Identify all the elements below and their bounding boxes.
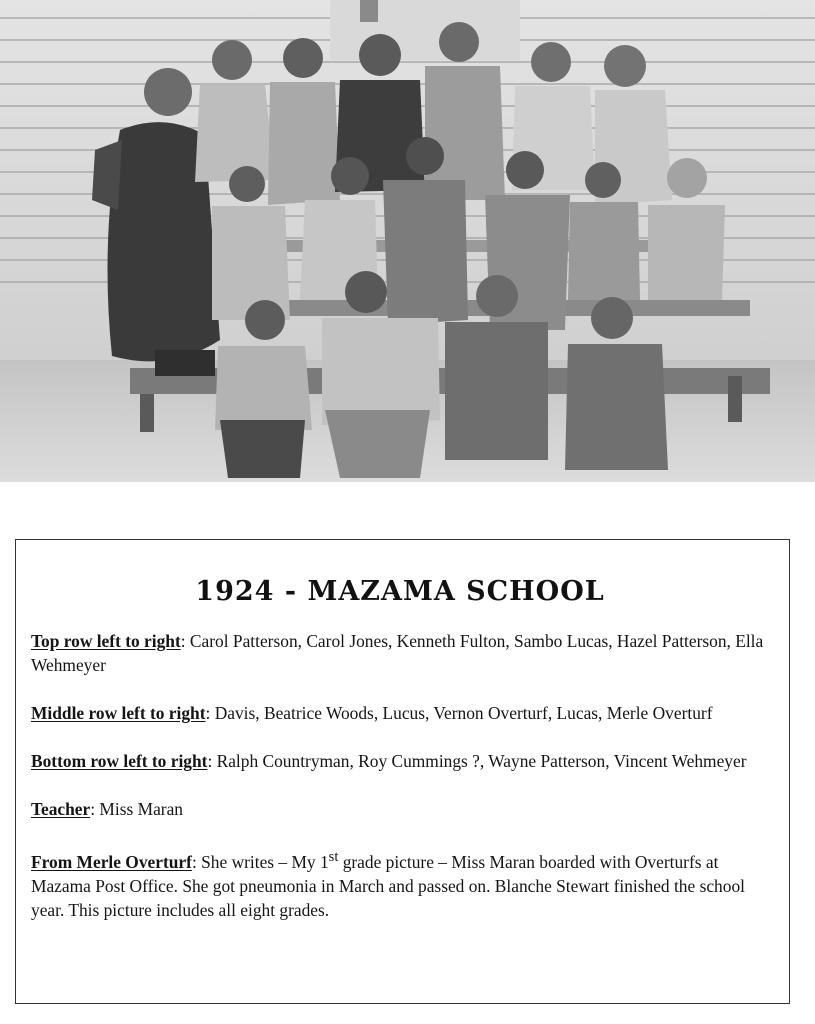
class-photo bbox=[0, 0, 815, 482]
top-row-label: Top row left to right bbox=[31, 631, 181, 651]
top-row-names: : Carol Patterson, Carol Jones, Kenneth Fulton, Sambo Lucas, Hazel Patterson, Ella Wehmeyer bbox=[31, 631, 764, 675]
top-row-caption bbox=[31, 629, 769, 677]
page-title: 1924 - MAZAMA SCHOOL bbox=[195, 576, 605, 607]
bottom-row-label: Bottom row left to right bbox=[31, 751, 208, 771]
middle-row-names: : Davis, Beatrice Woods, Lucus, Vernon Overturf, Lucas, Merle Overturf bbox=[205, 703, 713, 723]
note-text-before: : She writes – My 1 bbox=[191, 851, 329, 872]
bottom-row-names: : Ralph Countryman, Roy Cummings ?, Wayne Patterson, Vincent Wehmeyer bbox=[207, 751, 747, 771]
note-superscript: st bbox=[328, 849, 339, 865]
note-text-after: grade picture – Miss Maran boarded with Overturfs at Mazama Post Office. She got pneumonia in March and passed on. Blanche Stewart finished the school year. This picture includes all eight grades. bbox=[31, 851, 745, 920]
teacher-label: Teacher bbox=[31, 799, 91, 819]
caption-box bbox=[15, 539, 790, 1004]
class-photo-image bbox=[0, 0, 815, 482]
teacher-name: : Miss Maran bbox=[90, 799, 183, 819]
note-caption bbox=[31, 845, 769, 922]
middle-row-label: Middle row left to right bbox=[31, 703, 206, 723]
note-label: From Merle Overturf bbox=[31, 851, 192, 872]
middle-row-caption bbox=[31, 701, 769, 725]
teacher-caption bbox=[31, 797, 769, 821]
bottom-row-caption bbox=[31, 749, 769, 773]
